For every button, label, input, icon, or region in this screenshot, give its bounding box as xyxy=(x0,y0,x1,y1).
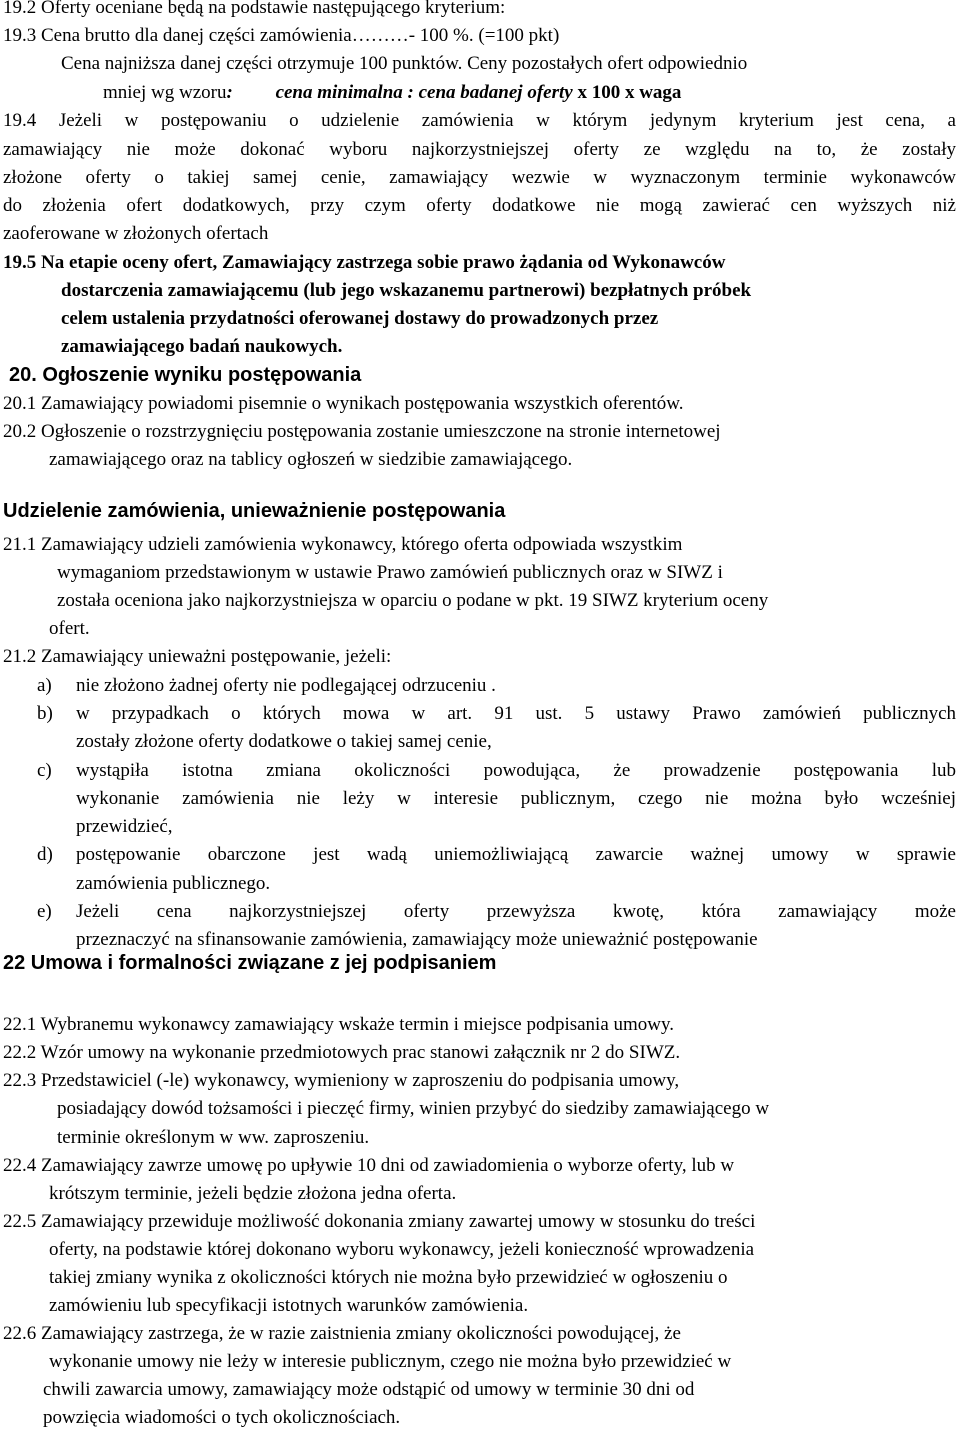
formula-multiplier: x 100 x waga xyxy=(572,82,682,103)
item-22-6: 22.6 Zamawiający zastrzega, że w razie zaistnienia zmiany okoliczności powodującej, że xyxy=(3,1323,681,1344)
item-20-1: 20.1 Zamawiający powiadomi pisemnie o wynikach postępowania wszystkich oferentów. xyxy=(3,393,684,414)
item-21-1-line-3: została oceniona jako najkorzystniejsza w oparciu o podane w pkt. 19 SIWZ kryterium oceny xyxy=(57,590,769,611)
item-19-4-line-5: zaoferowane w złożonych ofertach xyxy=(3,223,269,244)
item-22-4: 22.4 Zamawiający zawrze umowę po upływie 10 dni od zawiadomienia o wyborze oferty, lub w xyxy=(3,1155,735,1176)
list-item-c-line-2: wykonanie zamówienia nie leży w interesie publicznym, czego nie można było wcześniej xyxy=(76,788,956,809)
list-marker-d: d) xyxy=(37,844,53,865)
formula-colon: : xyxy=(226,82,233,103)
list-marker-e: e) xyxy=(37,901,52,922)
item-21-2: 21.2 Zamawiający unieważni postępowanie, jeżeli: xyxy=(3,646,392,667)
list-item-c-line-3: przewidzieć, xyxy=(76,816,173,837)
list-item-d-line-2: zamówienia publicznego. xyxy=(76,873,271,894)
item-19-2: 19.2 Oferty oceniane będą na podstawie następującego kryterium: xyxy=(3,0,506,18)
item-19-5-line-2: dostarczenia zamawiającemu (lub jego wskazanemu partnerowi) bezpłatnych próbek xyxy=(61,280,752,301)
item-19-5-line-4: zamawiającego badań naukowych. xyxy=(61,336,343,357)
item-22-2: 22.2 Wzór umowy na wykonanie przedmiotowych prac stanowi załącznik nr 2 do SIWZ. xyxy=(3,1042,681,1063)
item-22-6-line-3: chwili zawarcia umowy, zamawiający może odstąpić od umowy w terminie 30 dni od xyxy=(43,1379,695,1400)
item-22-6-line-2: wykonanie umowy nie leży w interesie publicznym, czego nie można było przewidzieć w xyxy=(49,1351,732,1372)
item-22-5-line-3: takiej zmiany wynika z okoliczności których nie można było przewidzieć w ogłoszeniu o xyxy=(49,1267,728,1288)
item-21-1-line-2: wymaganiom przedstawionym w ustawie Prawo zamówień publicznych oraz w SIWZ i xyxy=(57,562,723,583)
formula-line xyxy=(103,79,681,107)
item-22-3: 22.3 Przedstawiciel (-le) wykonawcy, wymieniony w zaproszeniu do podpisania umowy, xyxy=(3,1070,680,1091)
section-20-heading: 20. Ogłoszenie wyniku postępowania xyxy=(9,364,362,386)
item-22-1: 22.1 Wybranemu wykonawcy zamawiający wskaże termin i miejsce podpisania umowy. xyxy=(3,1014,675,1035)
item-21-1: 21.1 Zamawiający udzieli zamówienia wykonawcy, którego oferta odpowiada wszystkim xyxy=(3,534,683,555)
item-20-2: 20.2 Ogłoszenie o rozstrzygnięciu postępowania zostanie umieszczone na stronie internetowej xyxy=(3,421,721,442)
list-item-b: w przypadkach o których mowa w art. 91 ust. 5 ustawy Prawo zamówień publicznych xyxy=(76,703,956,724)
item-22-4-line-2: krótszym terminie, jeżeli będzie złożona jedna oferta. xyxy=(49,1183,457,1204)
item-19-4-line-4: do złożenia ofert dodatkowych, przy czym oferty dodatkowe nie mogą zawierać cen wyższych niż xyxy=(3,195,956,216)
item-19-3: 19.3 Cena brutto dla danej części zamówienia………- 100 %. (=100 pkt) xyxy=(3,25,560,46)
item-19-5-line-3: celem ustalenia przydatności oferowanej dostawy do prowadzonych przez xyxy=(61,308,659,329)
item-22-3-line-3: terminie określonym w ww. zaproszeniu. xyxy=(57,1127,370,1148)
item-22-5: 22.5 Zamawiający przewiduje możliwość dokonania zmiany zawartej umowy w stosunku do treści xyxy=(3,1211,756,1232)
item-19-5: 19.5 Na etapie oceny ofert, Zamawiający zastrzega sobie prawo żądania od Wykonawców xyxy=(3,252,726,273)
item-19-3-text: Cena najniższa danej części otrzymuje 100 punktów. Ceny pozostałych ofert odpowiednio xyxy=(61,53,748,74)
list-marker-c: c) xyxy=(37,760,52,781)
formula-expression: cena minimalna : cena badanej oferty xyxy=(275,82,573,103)
item-21-1-line-4: ofert. xyxy=(49,618,90,639)
list-item-d: postępowanie obarczone jest wadą uniemożliwiającą zawarcie ważnej umowy w sprawie xyxy=(76,844,956,865)
section-21-heading: Udzielenie zamówienia, unieważnienie postępowania xyxy=(3,500,506,522)
list-marker-b: b) xyxy=(37,703,53,724)
list-marker-a: a) xyxy=(37,675,52,696)
list-item-a: nie złożono żadnej oferty nie podlegającej odrzuceniu . xyxy=(76,675,496,696)
item-22-5-line-4: zamówieniu lub specyfikacji istotnych warunków zamówienia. xyxy=(49,1295,529,1316)
item-22-6-line-4: powzięcia wiadomości o tych okolicznościach. xyxy=(43,1407,401,1428)
item-22-5-line-2: oferty, na podstawie której dokonano wyboru wykonawcy, jeżeli konieczność wprowadzenia xyxy=(49,1239,755,1260)
item-19-4-line-3: złożone oferty o takiej samej cenie, zamawiający wezwie w wyznaczonym terminie wykonawców xyxy=(3,167,956,188)
item-19-4: 19.4 Jeżeli w postępowaniu o udzielenie zamówienia w którym jedynym kryterium jest cena, a xyxy=(3,110,956,131)
list-item-c: wystąpiła istotna zmiana okoliczności powodująca, że prowadzenie postępowania lub xyxy=(76,760,956,781)
list-item-b-line-2: zostały złożone oferty dodatkowe o takiej samej cenie, xyxy=(76,731,492,752)
section-22-heading: 22 Umowa i formalności związane z jej podpisaniem xyxy=(3,952,497,974)
item-22-3-line-2: posiadający dowód tożsamości i pieczęć firmy, winien przybyć do siedziby zamawiającego w xyxy=(57,1098,770,1119)
item-20-2-line-2: zamawiającego oraz na tablicy ogłoszeń w siedzibie zamawiającego. xyxy=(49,449,573,470)
list-item-e: Jeżeli cena najkorzystniejszej oferty przewyższa kwotę, która zamawiający może xyxy=(76,901,956,922)
formula-intro: mniej wg wzoru xyxy=(103,82,227,103)
list-item-e-line-2: przeznaczyć na sfinansowanie zamówienia, zamawiający może unieważnić postępowanie xyxy=(76,929,758,950)
item-19-4-line-2: zamawiający nie może dokonać wyboru najkorzystniejszej oferty ze względu na to, że zostały xyxy=(3,139,956,160)
